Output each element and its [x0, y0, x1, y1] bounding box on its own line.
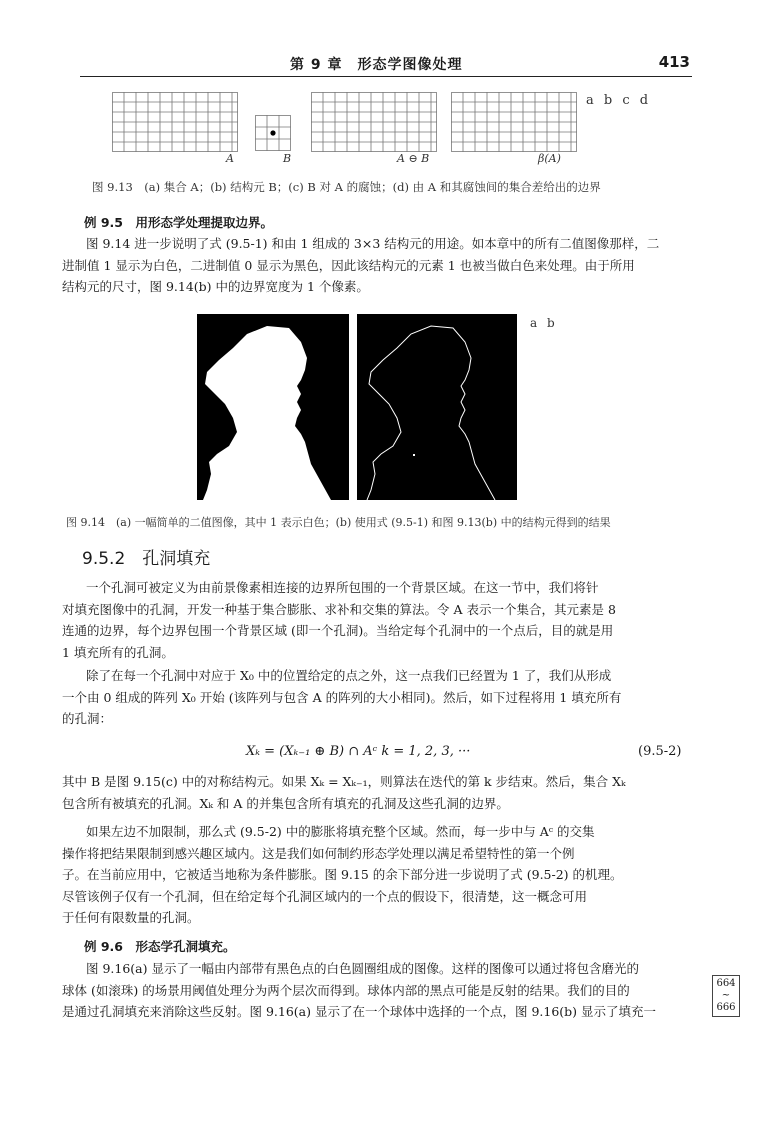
- structuring-element-origin: [270, 130, 275, 135]
- section-para-2: 除了在每一个孔洞中对应于 X₀ 中的位置给定的点之外，这一点我们已经置为 1 了，我们从形成 一个由 0 组成的阵列 X₀ 开始 (该阵列与包含 A 的阵列的大小相同)。然后，如下过程将用 1 填充所有 的孔洞：: [62, 668, 622, 726]
- label-a: A: [226, 152, 234, 165]
- section-para-1: 一个孔洞可被定义为由前景像素相连接的边界所包围的一个背景区域。在这一节中，我们将针 对填充图像中的孔洞，开发一种基于集合膨胀、求补和交集的算法。令 A 表示一个集合，其元素是 8 连通的边界，每个边界包围一个背景区域 (即一个孔洞)。当给定每个孔洞中的一个点后，目的就是用 1 填充所有的孔洞。: [62, 580, 616, 660]
- figure-9-14-caption: 图 9.14 (a) 一幅简单的二值图像，其中 1 表示白色；(b) 使用式 (9.5-1) 和图 9.13(b) 中的结构元得到的结果: [66, 516, 611, 529]
- figure-9-14-panel-letters: a b: [530, 316, 558, 330]
- figure-9-13-grid-a: [112, 92, 238, 152]
- label-b: B: [283, 152, 292, 165]
- figure-9-13-grid-d: [451, 92, 577, 152]
- figure-9-13-panel-letters: a b c d: [586, 93, 652, 108]
- section-title: 9.5.2 孔洞填充: [82, 549, 211, 569]
- figure-9-14a-silhouette: [197, 314, 349, 500]
- equation-9-5-2: Xₖ = (Xₖ₋₁ ⊕ B) ∩ Aᶜ k = 1, 2, 3, ···: [246, 744, 471, 759]
- example-9-6-text: 图 9.16(a) 显示了一幅由内部带有黑色点的白色圆圈组成的图像。这样的图像可以通过将包含磨光的 球体 (如滚珠) 的场景用阈值处理分为两个层次而得到。球体内部的黑点可能是反射的结果。我们的目的 是通过孔洞填充来消除这些反射。图 9.16(a) 显示了在一个球体中选择的一个点，图 9.16(b) 显示了填充一: [62, 961, 657, 1019]
- example-9-5-title: 例 9.5 用形态学处理提取边界。: [84, 215, 273, 230]
- label-erosion: A ⊖ B: [397, 152, 430, 165]
- label-boundary: β(A): [538, 152, 561, 165]
- figure-9-13-grid-b: [255, 115, 291, 151]
- figure-9-13-grid-c: [311, 92, 437, 152]
- page-header: [80, 54, 692, 77]
- page-number: 413: [658, 53, 690, 71]
- figure-9-13-caption: 图 9.13 (a) 集合 A；(b) 结构元 B；(c) B 对 A 的腐蚀；(d) 由 A 和其腐蚀间的集合差给出的边界: [92, 180, 601, 194]
- section-para-3: 其中 B 是图 9.15(c) 中的对称结构元。如果 Xₖ = Xₖ₋₁，则算法在迭代的第 k 步结束。然后，集合 Xₖ 包含所有被填充的孔洞。Xₖ 和 A 的并集包含所有填充的孔洞及这些孔洞的边界。: [62, 774, 626, 811]
- margin-page-reference: 664 ~ 666: [712, 975, 740, 1017]
- example-9-6-title: 例 9.6 形态学孔洞填充。: [84, 939, 236, 954]
- chapter-title: 第 9 章 形态学图像处理: [290, 57, 463, 73]
- example-9-5-text: 图 9.14 进一步说明了式 (9.5-1) 和由 1 组成的 3×3 结构元的用途。如本章中的所有二值图像那样，二 进制值 1 显示为白色，二进制值 0 显示为黑色，因此该结构元的元素 1 也被当做白色来处理。由于所用 结构元的尺寸，图 9.14(b) 中的边界宽度为 1 个像素。: [62, 236, 660, 294]
- equation-number: (9.5-2): [638, 744, 682, 759]
- figure-9-14b-boundary: [357, 314, 517, 500]
- section-para-4: 如果左边不加限制，那么式 (9.5-2) 中的膨胀将填充整个区域。然而，每一步中与 Aᶜ 的交集 操作将把结果限制到感兴趣区域内。这是我们如何制约形态学处理以满足希望特性的第一个例 子。在当前应用中，它被适当地称为条件膨胀。图 9.15 的余下部分进一步说明了式 (9.5-2) 的机理。 尽管该例子仅有一个孔洞，但在给定每个孔洞区域内的一个点的假设下，很清楚，这一概念可用 于任何有限数量的孔洞。: [62, 824, 623, 925]
